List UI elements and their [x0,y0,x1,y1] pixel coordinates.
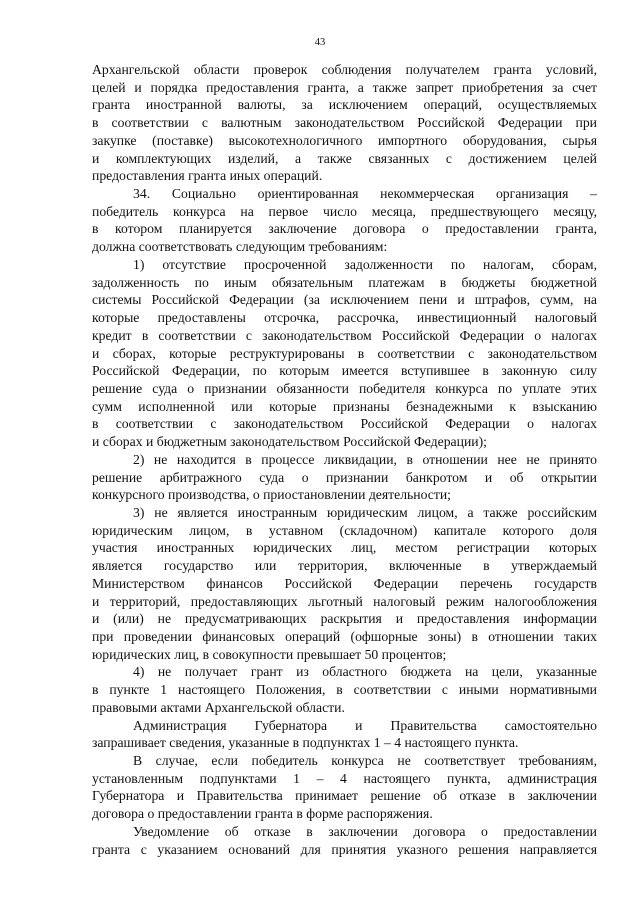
text-line: и сборах и бюджетным законодательством Российской Федерации); [92,434,487,450]
text-line: запрашивает сведения, указанные в подпунктах 1 – 4 настоящего пункта. [92,735,519,751]
text-line: участия иностранных юридических лиц, местом регистрации которых [92,540,597,556]
text-line: сумм исполненной или которые признаны безнадежными к взысканию [92,398,597,414]
text-line: конкурсного производства, о приостановлении деятельности; [92,487,451,503]
paragraph-first-line: 1) отсутствие просроченной задолженности по налогам, сборам, [133,256,597,272]
paragraph-first-line: 34. Социально ориентированная некоммерческая организация – [133,186,597,202]
text-line: победитель конкурса на первое число месяца, предшествующего месяцу, [92,203,597,219]
text-line: задолженность по иным обязательным платежам в бюджеты бюджетной [92,274,597,290]
text-line: системы Российской Федерации (за исключением пени и штрафов, сумм, на [92,292,597,308]
document-body [92,61,597,858]
text-line: Российской Федерации, по которым имеется вступившее в законную силу [92,363,597,379]
paragraph-first-line: 3) не является иностранным юридическим лицом, а также российским [133,504,597,520]
text-line: при проведении финансовых операций (офшорные зоны) в отношении таких [92,629,597,644]
text-line: правовыми актами Архангельской области. [92,699,345,715]
text-line: гранта с указанием оснований для принятия указного решения направляется [92,841,597,857]
text-line: которые предоставлены отсрочка, рассрочка, инвестиционный налоговый [92,310,597,326]
text-line: в котором планируется заключение договора о предоставлении гранта, [92,221,597,237]
text-line: закупке (поставке) высокотехнологичного импортного оборудования, сырья [92,132,597,148]
paragraph-first-line: 4) не получает грант из областного бюджета на цели, указанные [133,664,597,680]
text-line: предоставления гранта иных операций. [92,168,323,184]
text-line: в соответствии с валютным законодательством Российской Федерации при [92,115,597,131]
text-line: должна соответствовать следующим требованиям: [92,239,388,255]
text-line: является государство или территория, включенные в утверждаемый [92,558,597,574]
text-line: и комплектующих изделий, а также связанных с достижением целей [92,150,597,166]
text-line: Архангельской области проверок соблюдения получателем гранта условий, [92,62,597,77]
text-line: договора о предоставлении гранта в форме распоряжения. [92,806,433,822]
text-line: кредит в соответствии с законодательством Российской Федерации о налогах [92,327,597,343]
paragraph-first-line: 2) не находится в процессе ликвидации, в отношении нее не принято [133,451,597,467]
text-line: целей и порядка предоставления гранта, а также запрет приобретения за счет [92,79,597,95]
page-number: 43 [314,37,326,48]
paragraph-first-line: Уведомление об отказе в заключении договора о предоставлении [133,823,597,839]
text-line: и (или) не предусматривающих раскрытия и предоставления информации [92,611,597,627]
text-line: в соответствии с законодательством Российской Федерации о налогах [92,416,597,432]
text-line: решение арбитражного суда о признании банкротом и об открытии [92,469,597,485]
text-line: Губернатора и Правительства принимает решение об отказе в заключении [92,788,597,804]
text-line: и сборах, которые реструктурированы в соответствии с законодательством [92,345,597,361]
text-line: юридическим лицом, в уставном (складочном) капитале которого доля [92,522,597,538]
paragraph-first-line: В случае, если победитель конкурса не соответствует требованиям, [133,753,597,769]
text-line: и территорий, предоставляющих льготный налоговый режим налогообложения [92,593,597,609]
text-line: гранта иностранной валюты, за исключением операций, осуществляемых [92,97,597,113]
text-line: в пункте 1 настоящего Положения, в соответствии с иными нормативными [92,682,597,698]
paragraph-first-line: Администрация Губернатора и Правительства самостоятельно [133,717,597,733]
text-line: Министерством финансов Российской Федерации перечень государств [92,575,597,591]
text-line: юридических лиц, в совокупности превышает 50 процентов; [92,646,447,662]
text-line: решение суда о признании обязанности победителя конкурса по уплате этих [92,380,597,396]
text-line: установленным подпунктами 1 – 4 настоящего пункта, администрация [92,770,597,786]
